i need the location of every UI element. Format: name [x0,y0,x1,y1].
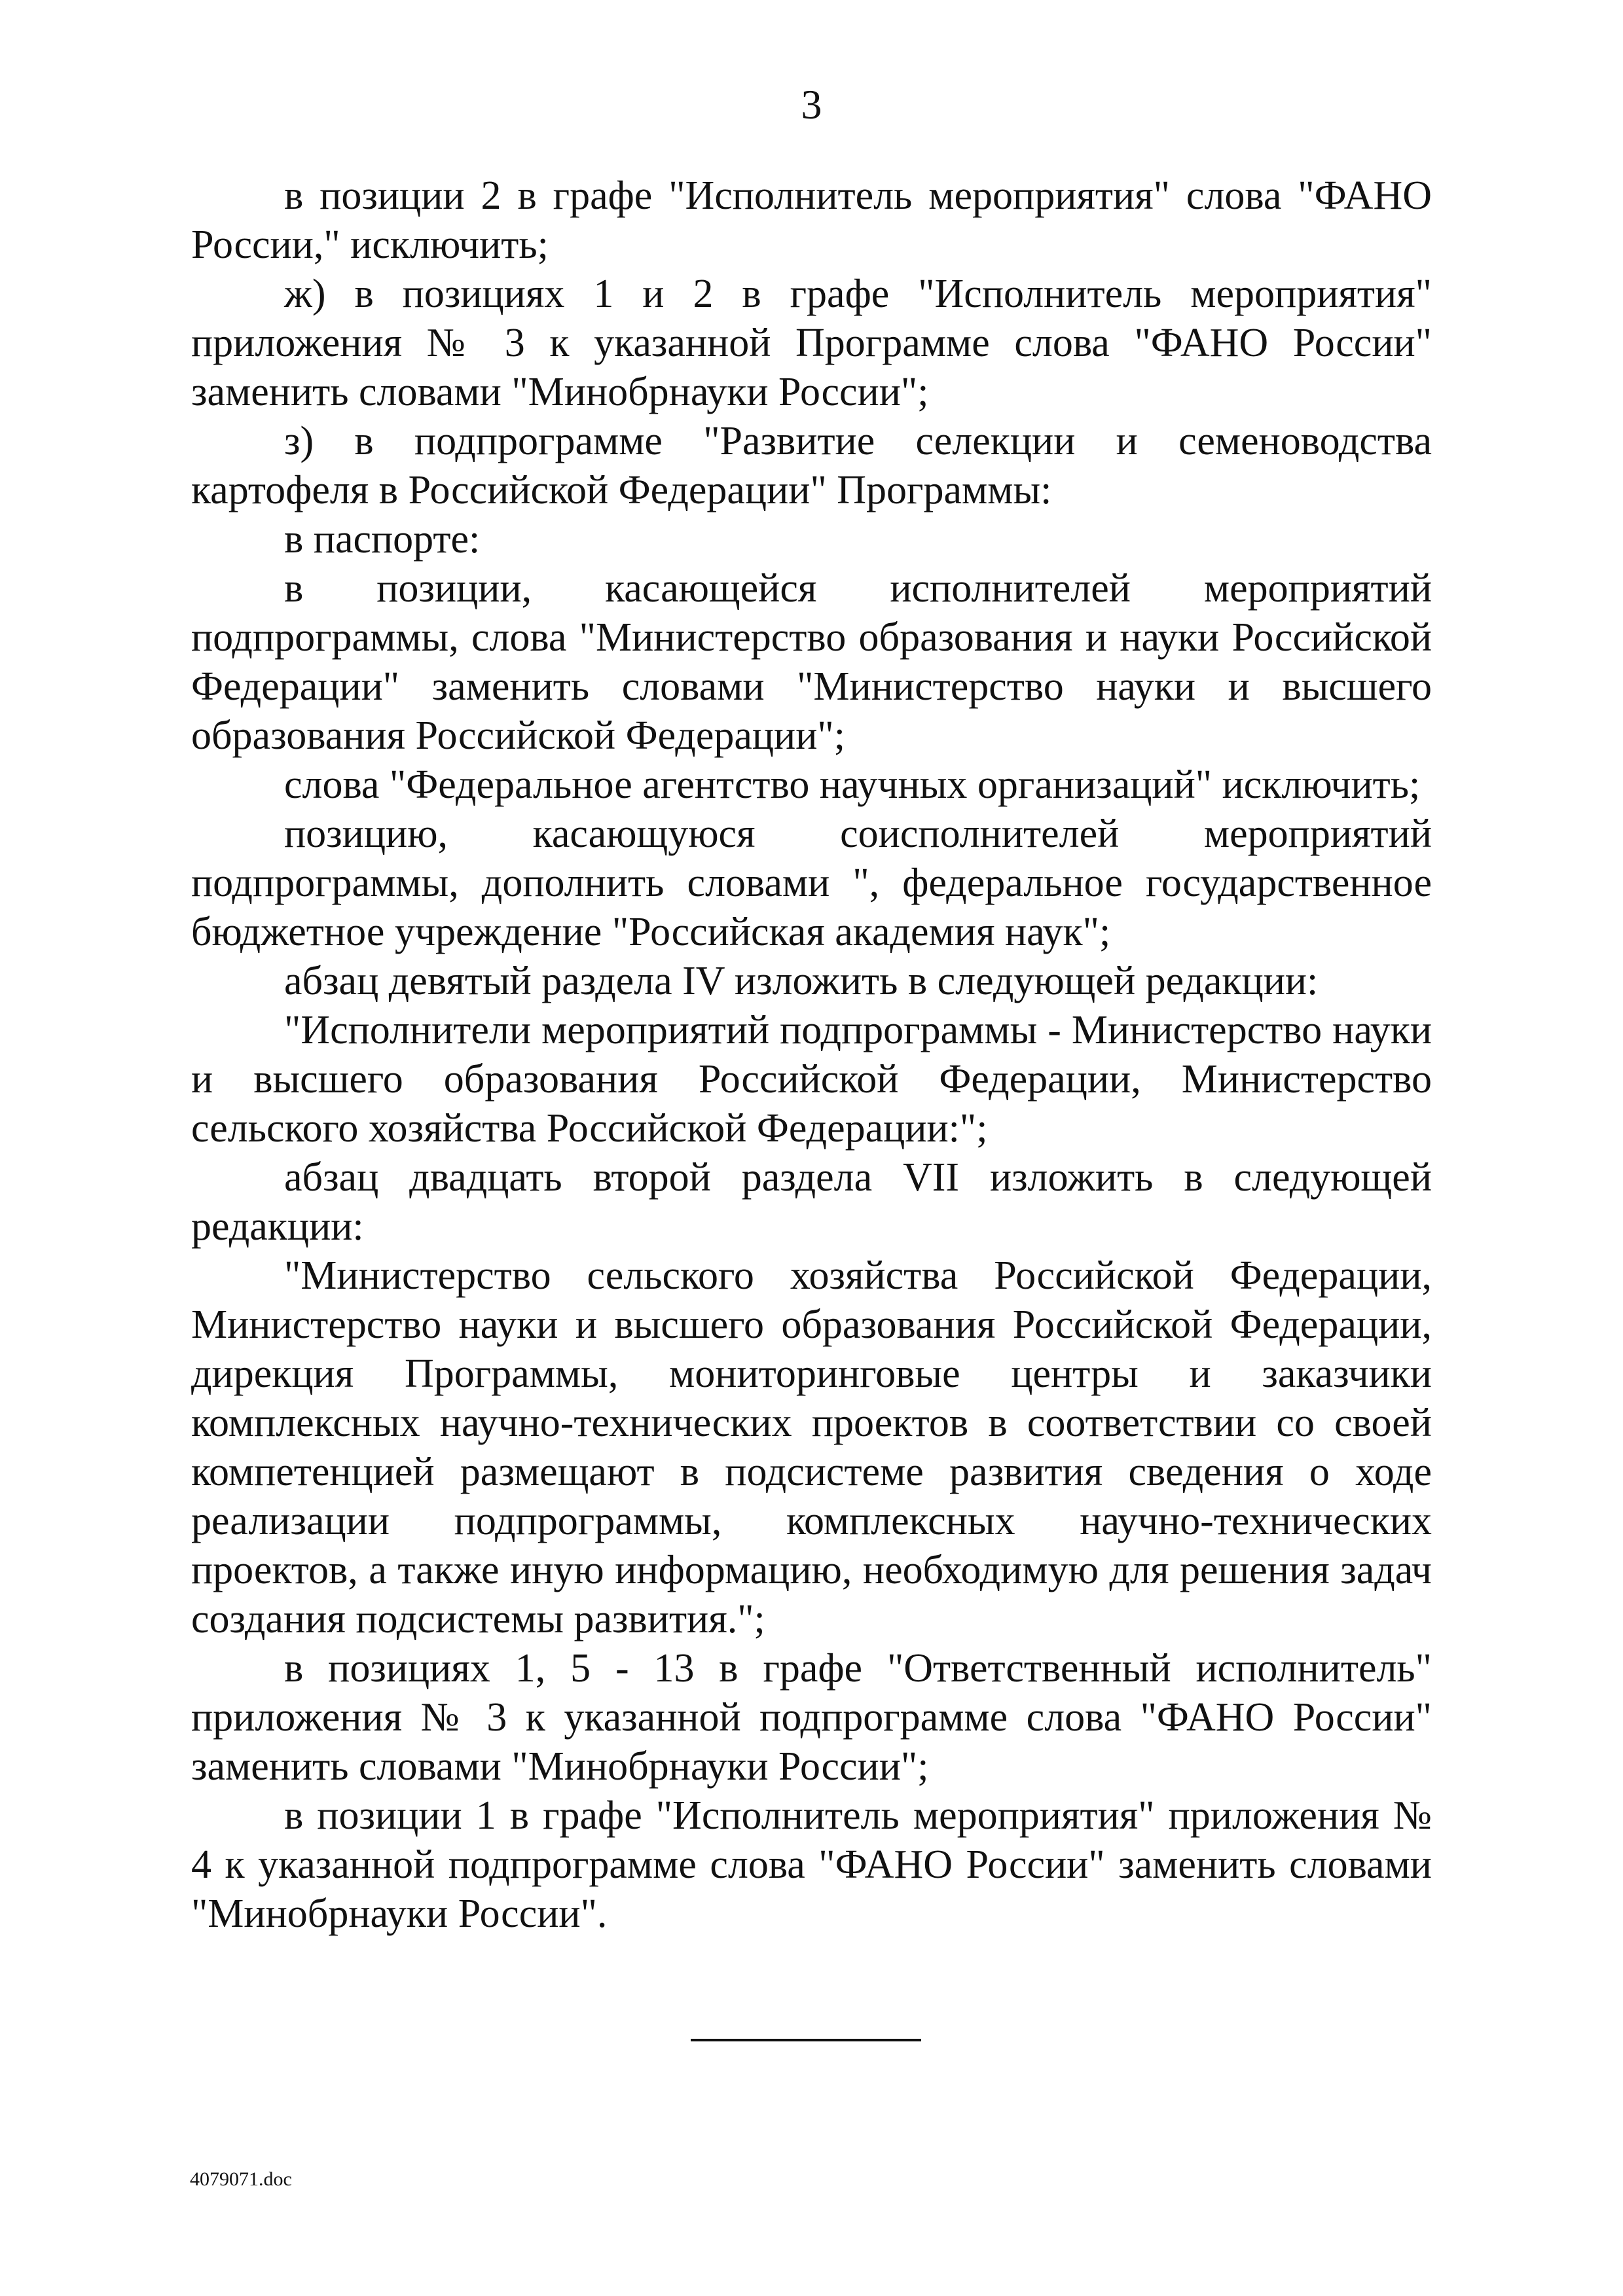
footer-file-name: 4079071.doc [190,2168,292,2190]
paragraph: в паспорте: [284,517,481,562]
paragraph: "Министерство сельского хозяйства Российской Федерации, Министерство науки и высшего образования Российской Федерации, дирекция Программы, мониторинговые центры и заказчики комплексных научно-технических проектов в соответствии со своей компетенцией размещают в подсистеме развития сведения о ходе реализации подпрограммы, комплексных научно-технических проектов, а также иную информацию, необходимую для решения задач создания подсистемы развития."; [191,1253,1432,1641]
end-separator-line [691,2039,921,2041]
paragraph: в позиции 1 в графе "Исполнитель мероприятия" приложения № 4 к указанной подпрограмме слова "ФАНО России" заменить словами "Минобрнауки России". [191,1793,1432,1936]
paragraph: абзац двадцать второй раздела VII изложить в следующей редакции: [191,1155,1432,1249]
paragraph: в позиции 2 в графе "Исполнитель мероприятия" слова "ФАНО России," исключить; [191,173,1432,267]
paragraph: абзац девятый раздела IV изложить в следующей редакции: [284,959,1319,1003]
document-body [191,171,1432,1939]
paragraph: в позиции, касающейся исполнителей мероприятий подпрограммы, слова "Министерство образования и науки Российской Федерации" заменить словами "Министерство науки и высшего образования Российской Федерации"; [191,566,1432,758]
paragraph: "Исполнители мероприятий подпрограммы - Министерство науки и высшего образования Российской Федерации, Министерство сельского хозяйства Российской Федерации:"; [191,1008,1432,1151]
paragraph: слова "Федеральное агентство научных организаций" исключить; [284,762,1421,807]
paragraph: з) в подпрограмме "Развитие селекции и семеноводства картофеля в Российской Федерации" Программы: [191,419,1432,512]
paragraph: ж) в позициях 1 и 2 в графе "Исполнитель мероприятия" приложения № 3 к указанной Программе слова "ФАНО России" заменить словами "Минобрнауки России"; [191,272,1432,414]
page-number: 3 [801,81,822,128]
paragraph: в позициях 1, 5 - 13 в графе "Ответственный исполнитель" приложения № 3 к указанной подпрограмме слова "ФАНО России" заменить словами "Минобрнауки России"; [191,1646,1432,1789]
paragraph: позицию, касающуюся соисполнителей мероприятий подпрограммы, дополнить словами ", федеральное государственное бюджетное учреждение "Российская академия наук"; [191,812,1432,954]
